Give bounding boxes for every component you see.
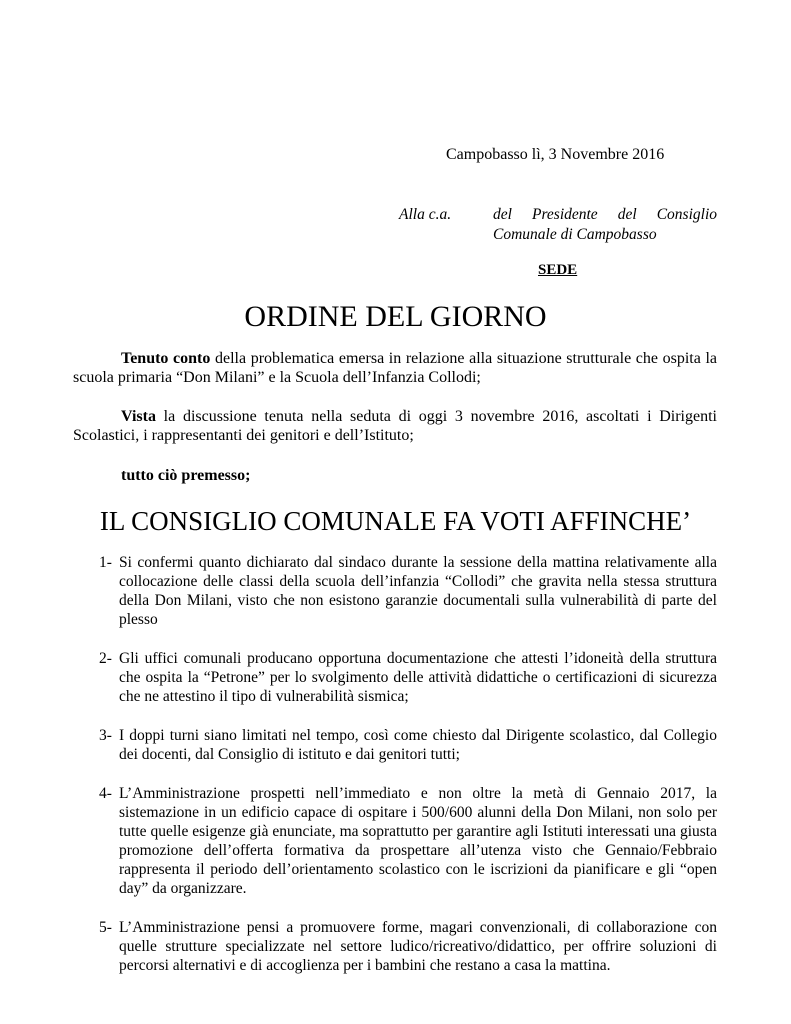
- date-line: Campobasso lì, 3 Novembre 2016: [446, 146, 665, 163]
- resolution-list: [73, 553, 717, 975]
- premesso-line: tutto ciò premesso;: [121, 467, 251, 484]
- list-item: [73, 649, 717, 706]
- section-title: IL CONSIGLIO COMUNALE FA VOTI AFFINCHE’: [99, 506, 692, 536]
- list-item: [73, 784, 717, 898]
- paragraph-lead: Tenuto conto: [121, 350, 211, 367]
- recipient-line-2: Comunale di Campobasso: [493, 226, 657, 243]
- list-item: [73, 918, 717, 975]
- recipient-line-1: del Presidente del Consiglio: [493, 206, 717, 223]
- paragraph-tenuto-conto: [73, 349, 717, 387]
- list-item-text: L’Amministrazione pensi a promuovere forme, magari convenzionali, di collaborazione con quelle strutture specializzate nel settore ludico/ricreativo/didattico, per offrire soluzioni di percorsi alternativi e di accoglienza per i bambini che restano a casa la mattina.: [119, 919, 717, 974]
- list-item-number: 2-: [99, 650, 112, 667]
- list-item: [73, 553, 717, 629]
- list-item: [73, 726, 717, 764]
- paragraph-vista: [73, 407, 717, 445]
- list-item-number: 5-: [99, 919, 112, 936]
- list-item-text: I doppi turni siano limitati nel tempo, così come chiesto dal Dirigente scolastico, dal Collegio dei docenti, dal Consiglio di istituto e dai genitori tutti;: [119, 727, 717, 763]
- document-title: ORDINE DEL GIORNO: [244, 300, 547, 333]
- list-item-text: L’Amministrazione prospetti nell’immediato e non oltre la metà di Gennaio 2017, la sistemazione in un edificio capace di ospitare i 500/600 alunni della Don Milani, non solo per tutte quelle esigenze già enunciate, ma soprattutto per garantire agli Istituti interessati una giusta promozione dell’offerta formativa da prospettare all’utenza visto che Gennaio/Febbraio rappresenta il periodo dell’orientamento scolastico con le iscrizioni da pianificare e gli “open day” da organizzare.: [119, 785, 717, 897]
- list-item-number: 1-: [99, 554, 112, 571]
- recipient-block: [493, 205, 717, 245]
- sede-label: SEDE: [538, 262, 578, 278]
- paragraph-text: la discussione tenuta nella seduta di oggi 3 novembre 2016, ascoltati i Dirigenti Scolastici, i rappresentanti dei genitori e dell’Istituto;: [73, 408, 717, 444]
- paragraph-text: della problematica emersa in relazione alla situazione strutturale che ospita la scuola primaria “Don Milani” e la Scuola dell’Infanzia Collodi;: [73, 350, 718, 386]
- list-item-number: 3-: [99, 727, 112, 744]
- paragraph-lead: Vista: [121, 408, 156, 425]
- list-item-number: 4-: [99, 785, 112, 802]
- recipient-label: Alla c.a.: [399, 206, 452, 223]
- list-item-text: Si confermi quanto dichiarato dal sindaco durante la sessione della mattina relativamente alla collocazione delle classi della scuola dell’infanzia “Collodi” che gravita nella stessa struttura della Don Milani, visto che non esistono garanzie documentali sulla vulnerabilità di parte del plesso: [119, 554, 717, 628]
- list-item-text: Gli uffici comunali producano opportuna documentazione che attesti l’idoneità della struttura che ospita la “Petrone” per lo svolgimento delle attività didattiche o certificazioni di sicurezza che ne attestino il tipo di vulnerabilità sismica;: [119, 650, 717, 705]
